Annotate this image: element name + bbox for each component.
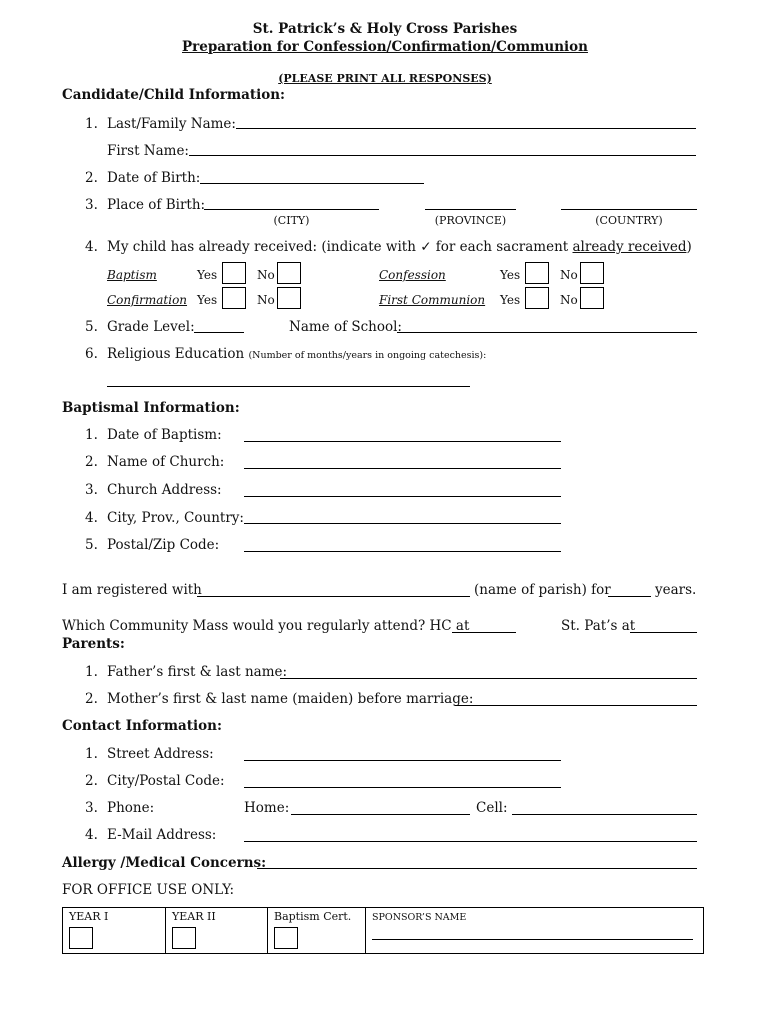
province-caption: (PROVINCE) <box>434 214 507 227</box>
parish-field[interactable] <box>197 596 470 597</box>
no-label: No <box>257 268 275 282</box>
grade-label: Grade Level: <box>107 319 195 335</box>
city-prov-country-label: City, Prov., Country: <box>107 510 244 526</box>
print-instruction: (PLEASE PRINT ALL RESPONSES) <box>278 72 492 85</box>
dob-field[interactable] <box>200 183 424 184</box>
yes-label: Yes <box>197 268 218 282</box>
church-address-field[interactable] <box>244 496 561 497</box>
pob-country-field[interactable] <box>561 209 697 210</box>
baptism-date-field[interactable] <box>244 441 561 442</box>
mother-name-label: Mother’s first & last name (maiden) before marriage: <box>107 691 474 707</box>
city-prov-country-field[interactable] <box>244 523 561 524</box>
postal-code-field[interactable] <box>244 551 561 552</box>
father-name-field[interactable] <box>280 678 697 679</box>
baptism-date-label: Date of Baptism: <box>107 427 222 443</box>
country-caption: (COUNTRY) <box>595 214 663 227</box>
pob-province-field[interactable] <box>425 209 516 210</box>
baptism-cert-checkbox[interactable] <box>274 927 298 949</box>
no-label: No <box>257 293 275 307</box>
year1-cell <box>63 908 166 954</box>
yes-label: Yes <box>500 268 521 282</box>
sponsor-cell <box>366 908 704 954</box>
confession-no-checkbox[interactable] <box>580 262 604 284</box>
st-pats-label: St. Pat’s at <box>561 618 636 634</box>
allergy-label: Allergy /Medical Concerns: <box>62 855 267 871</box>
confirmation-no-checkbox[interactable] <box>277 287 301 309</box>
city-postal-field[interactable] <box>244 787 561 788</box>
home-phone-field[interactable] <box>291 814 470 815</box>
year2-cell <box>166 908 268 954</box>
first-communion-no-checkbox[interactable] <box>580 287 604 309</box>
received-instruction: My child has already received: (indicate with ✓ for each sacrament already received) <box>107 239 692 255</box>
city-caption: (CITY) <box>273 214 310 227</box>
school-label: Name of School: <box>289 319 402 335</box>
church-name-field[interactable] <box>244 468 561 469</box>
baptism-cert-label: Baptism Cert. <box>274 910 352 923</box>
item-number: 1. <box>85 664 98 680</box>
office-use-table <box>62 907 704 954</box>
pob-city-field[interactable] <box>204 209 379 210</box>
item-number: 3. <box>85 197 98 213</box>
yes-label: Yes <box>197 293 218 307</box>
baptism-label: Baptism <box>107 268 157 282</box>
last-name-label: Last/Family Name: <box>107 116 236 132</box>
baptismal-heading: Baptismal Information: <box>62 400 240 416</box>
page-title: St. Patrick’s & Holy Cross Parishes <box>252 21 518 37</box>
confirmation-yes-checkbox[interactable] <box>222 287 246 309</box>
item-number: 5. <box>85 537 98 553</box>
home-label: Home: <box>244 800 290 816</box>
religious-ed-label: Religious Education (Number of months/years in ongoing catechesis): <box>107 346 487 362</box>
school-field[interactable] <box>397 332 697 333</box>
item-number: 2. <box>85 454 98 470</box>
years-label: years. <box>655 582 697 598</box>
first-communion-label: First Communion <box>379 293 486 307</box>
grade-field[interactable] <box>194 332 244 333</box>
hc-mass-field[interactable] <box>452 632 516 633</box>
street-label: Street Address: <box>107 746 214 762</box>
item-number: 2. <box>85 170 98 186</box>
cell-label: Cell: <box>476 800 508 816</box>
year2-checkbox[interactable] <box>172 927 196 949</box>
contact-heading: Contact Information: <box>62 718 222 734</box>
confession-yes-checkbox[interactable] <box>525 262 549 284</box>
item-number: 1. <box>85 116 98 132</box>
first-name-label: First Name: <box>107 143 189 159</box>
city-postal-label: City/Postal Code: <box>107 773 225 789</box>
last-name-field[interactable] <box>236 128 696 129</box>
mother-name-field[interactable] <box>455 705 697 706</box>
item-number: 4. <box>85 239 98 255</box>
item-number: 6. <box>85 346 98 362</box>
parents-heading: Parents: <box>62 636 125 652</box>
item-number: 1. <box>85 746 98 762</box>
item-number: 4. <box>85 510 98 526</box>
postal-code-label: Postal/Zip Code: <box>107 537 220 553</box>
item-number: 4. <box>85 827 98 843</box>
page-subtitle: Preparation for Confession/Confirmation/Communion <box>182 39 588 55</box>
email-field[interactable] <box>244 841 697 842</box>
allergy-field[interactable] <box>257 868 697 869</box>
st-pats-mass-field[interactable] <box>630 632 697 633</box>
confession-label: Confession <box>379 268 446 282</box>
religious-ed-field[interactable] <box>107 386 470 387</box>
cell-phone-field[interactable] <box>512 814 697 815</box>
parish-name-label: (name of parish) for <box>474 582 611 598</box>
first-name-field[interactable] <box>189 155 696 156</box>
office-use-label: FOR OFFICE USE ONLY: <box>62 882 235 898</box>
no-label: No <box>560 268 578 282</box>
phone-label: Phone: <box>107 800 155 816</box>
pob-label: Place of Birth: <box>107 197 206 213</box>
item-number: 2. <box>85 691 98 707</box>
yes-label: Yes <box>500 293 521 307</box>
item-number: 3. <box>85 800 98 816</box>
first-communion-yes-checkbox[interactable] <box>525 287 549 309</box>
dob-label: Date of Birth: <box>107 170 201 186</box>
item-number: 5. <box>85 319 98 335</box>
no-label: No <box>560 293 578 307</box>
sponsor-field[interactable] <box>372 939 693 940</box>
church-name-label: Name of Church: <box>107 454 225 470</box>
baptism-cert-cell <box>268 908 366 954</box>
confirmation-label: Confirmation <box>107 293 188 307</box>
father-name-label: Father’s first & last name: <box>107 664 288 680</box>
baptism-yes-checkbox[interactable] <box>222 262 246 284</box>
item-number: 2. <box>85 773 98 789</box>
year2-label: YEAR II <box>172 910 216 923</box>
street-field[interactable] <box>244 760 561 761</box>
item-number: 1. <box>85 427 98 443</box>
candidate-heading: Candidate/Child Information: <box>62 87 286 103</box>
year1-checkbox[interactable] <box>69 927 93 949</box>
mass-question: Which Community Mass would you regularly attend? HC at <box>62 618 470 634</box>
years-field[interactable] <box>608 596 651 597</box>
email-label: E-Mail Address: <box>107 827 217 843</box>
sponsor-label: SPONSOR’S NAME <box>372 912 467 923</box>
registered-with-label: I am registered with <box>62 582 202 598</box>
year1-label: YEAR I <box>69 910 109 923</box>
church-address-label: Church Address: <box>107 482 222 498</box>
baptism-no-checkbox[interactable] <box>277 262 301 284</box>
item-number: 3. <box>85 482 98 498</box>
